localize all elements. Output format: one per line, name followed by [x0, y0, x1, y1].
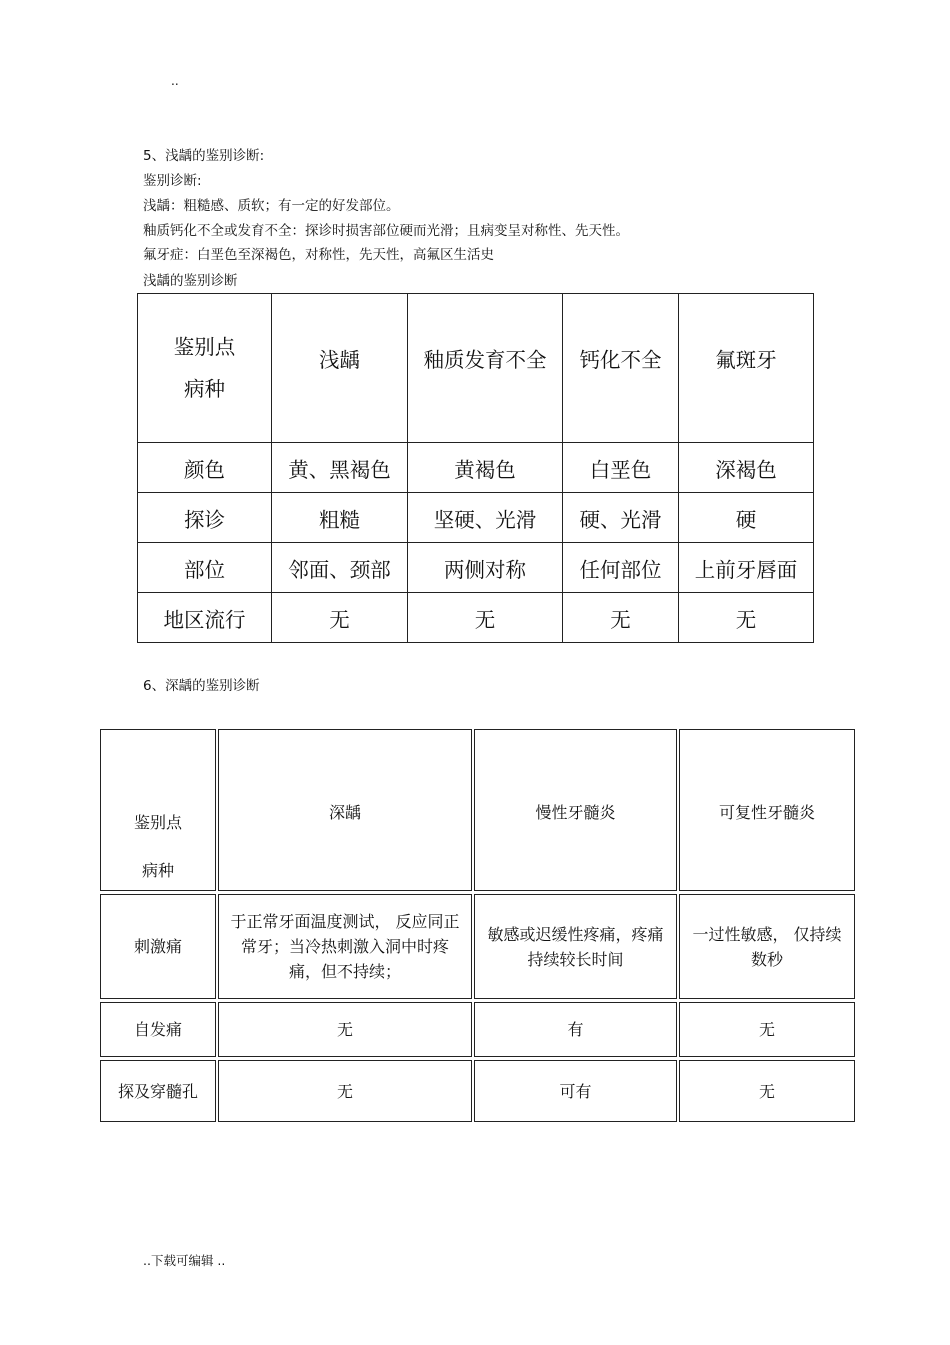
header-dots: ..	[171, 74, 179, 88]
column-header: 慢性牙髓炎	[474, 729, 677, 891]
corner-top-label: 鉴别点	[133, 813, 182, 832]
table-row	[100, 1060, 855, 1122]
row-label: 部位	[138, 543, 272, 593]
table-cell: 无	[679, 1002, 855, 1057]
table-row	[138, 543, 814, 593]
shallow-caries-table	[137, 293, 814, 643]
table-cell: 粗糙	[272, 493, 408, 543]
table-cell: 硬、光滑	[563, 493, 679, 543]
table-row	[138, 443, 814, 493]
table-cell: 邻面、颈部	[272, 543, 408, 593]
table-cell: 无	[679, 593, 814, 643]
table-cell: 敏感或迟缓性疼痛，疼痛持续较长时间	[474, 894, 677, 999]
corner-bottom-label: 病种	[184, 377, 225, 401]
section5-line-3: 氟牙症：白垩色至深褐色，对称性，先天性，高氟区生活史	[143, 247, 494, 263]
table-corner-cell	[100, 729, 216, 891]
row-label: 探及穿髓孔	[100, 1060, 216, 1122]
deep-caries-table	[98, 726, 857, 1125]
row-label: 颜色	[138, 443, 272, 493]
corner-bottom-label: 病种	[141, 861, 174, 880]
section6-title: 6、深龋的鉴别诊断	[143, 678, 260, 694]
table-cell: 无	[679, 1060, 855, 1122]
section5-subtitle: 鉴别诊断:	[143, 173, 202, 189]
table-cell: 两侧对称	[408, 543, 563, 593]
section5-title: 5、浅龋的鉴别诊断:	[143, 148, 265, 164]
table-cell: 任何部位	[563, 543, 679, 593]
row-label: 探诊	[138, 493, 272, 543]
table1-caption: 浅龋的鉴别诊断	[143, 273, 238, 289]
section5-line-2: 釉质钙化不全或发育不全：探诊时损害部位硬而光滑；且病变呈对称性、先天性。	[143, 223, 629, 239]
table-header-row	[100, 729, 855, 891]
table-row	[138, 493, 814, 543]
table-cell: 黄褐色	[408, 443, 563, 493]
table-cell: 深褐色	[679, 443, 814, 493]
table-cell: 一过性敏感， 仅持续数秒	[679, 894, 855, 999]
table-row	[138, 593, 814, 643]
column-header: 浅龋	[272, 294, 408, 443]
table-cell: 于正常牙面温度测试， 反应同正常牙；当冷热刺激入洞中时疼痛，但不持续；	[218, 894, 472, 999]
table-cell: 黄、黑褐色	[272, 443, 408, 493]
column-header: 氟斑牙	[679, 294, 814, 443]
table-cell: 无	[563, 593, 679, 643]
section5-line-1: 浅龋：粗糙感、质软；有一定的好发部位。	[143, 198, 400, 214]
table-cell: 白垩色	[563, 443, 679, 493]
table-cell: 可有	[474, 1060, 677, 1122]
table-cell: 硬	[679, 493, 814, 543]
column-header: 深龋	[218, 729, 472, 891]
table-cell: 无	[272, 593, 408, 643]
table-corner-cell	[138, 294, 272, 443]
corner-top-label: 鉴别点	[173, 335, 236, 359]
table-cell: 无	[218, 1002, 472, 1057]
row-label: 自发痛	[100, 1002, 216, 1057]
row-label: 刺激痛	[100, 894, 216, 999]
column-header: 钙化不全	[563, 294, 679, 443]
table-cell: 上前牙唇面	[679, 543, 814, 593]
table-header-row	[138, 294, 814, 443]
row-label: 地区流行	[138, 593, 272, 643]
table-cell: 有	[474, 1002, 677, 1057]
table-cell: 无	[408, 593, 563, 643]
table-row	[100, 1002, 855, 1057]
table-row	[100, 894, 855, 999]
column-header: 可复性牙髓炎	[679, 729, 855, 891]
page-footer: ..下载可编辑 ..	[143, 1253, 226, 1268]
table-cell: 坚硬、光滑	[408, 493, 563, 543]
column-header: 釉质发育不全	[408, 294, 563, 443]
table-cell: 无	[218, 1060, 472, 1122]
